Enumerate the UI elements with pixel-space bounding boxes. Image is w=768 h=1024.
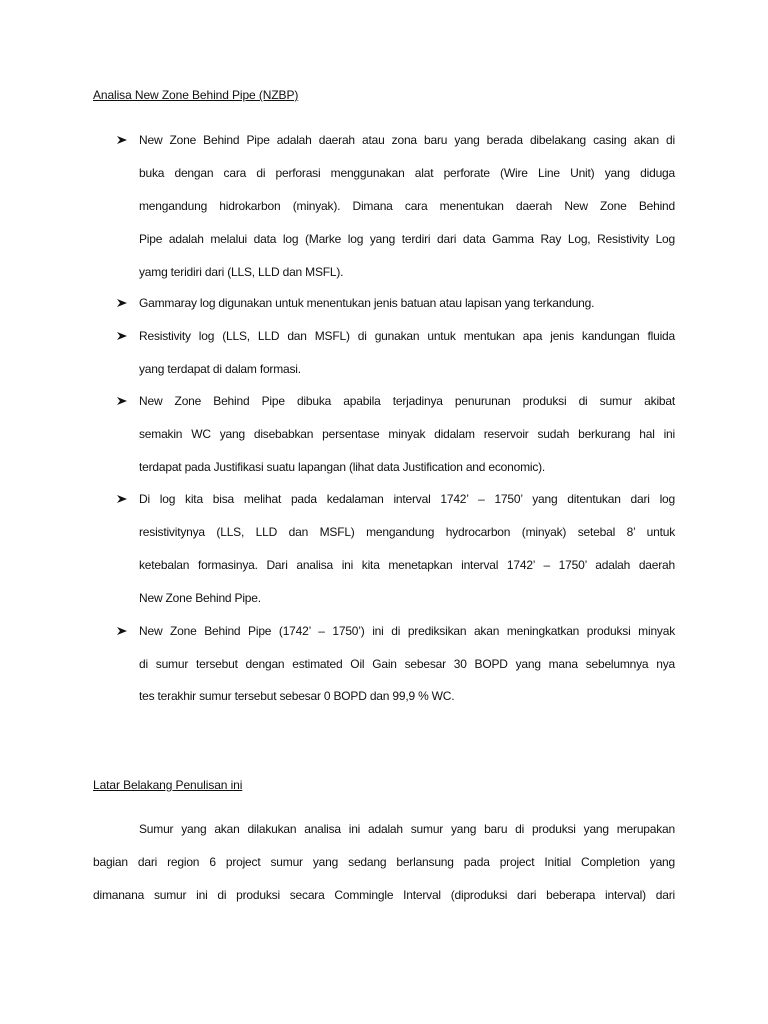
bullet-3-line-1: Resistivity log (LLS, LLD dan MSFL) di gunakan untuk mentukan apa jenis kandungan fluida <box>139 329 675 343</box>
paragraph-line-3: dimanana sumur ini di produksi secara Commingle Interval (diproduksi dari beberapa interval) dari <box>93 888 675 902</box>
bullet-5-line-2: resistivitynya (LLS, LLD dan MSFL) mengandung hydrocarbon (minyak) setebal 8’ untuk <box>139 525 675 539</box>
arrow-bullet-icon <box>115 133 129 147</box>
bullet-5-line-3: ketebalan formasinya. Dari analisa ini kita menetapkan interval 1742’ – 1750’ adalah daerah <box>139 558 675 572</box>
bullet-6-line-3: tes terakhir sumur tersebut sebesar 0 BOPD dan 99,9 % WC. <box>139 689 455 703</box>
bullet-4-line-3: terdapat pada Justifikasi suatu lapangan (lihat data Justification and economic). <box>139 460 546 474</box>
arrow-bullet-icon <box>115 394 129 408</box>
bullet-1-line-1: New Zone Behind Pipe adalah daerah atau zona baru yang berada dibelakang casing akan di <box>139 133 675 147</box>
bullet-1-line-4: Pipe adalah melalui data log (Marke log yang terdiri dari data Gamma Ray Log, Resistivity Log <box>139 232 675 246</box>
arrow-bullet-icon <box>115 624 129 638</box>
paragraph-line-2: bagian dari region 6 project sumur yang sedang berlansung pada project Initial Completion yang <box>93 855 675 869</box>
arrow-bullet-icon <box>115 329 129 343</box>
bullet-1-line-3: mengandung hidrokarbon (minyak). Dimana cara menentukan daerah New Zone Behind <box>139 199 675 213</box>
section-heading-latar-belakang: Latar Belakang Penulisan ini <box>93 778 243 792</box>
bullet-1-line-5: yamg teridiri dari (LLS, LLD dan MSFL). <box>139 265 344 279</box>
bullet-4-line-1: New Zone Behind Pipe dibuka apabila terjadinya penurunan produksi di sumur akibat <box>139 394 675 408</box>
bullet-6-line-2: di sumur tersebut dengan estimated Oil Gain sebesar 30 BOPD yang mana sebelumnya nya <box>139 657 675 671</box>
paragraph-line-1: Sumur yang akan dilakukan analisa ini adalah sumur yang baru di produksi yang merupakan <box>139 822 675 836</box>
bullet-5-line-1: Di log kita bisa melihat pada kedalaman interval 1742’ – 1750’ yang ditentukan dari log <box>139 492 675 506</box>
bullet-5-line-4: New Zone Behind Pipe. <box>139 591 261 605</box>
bullet-3-line-2: yang terdapat di dalam formasi. <box>139 362 301 376</box>
bullet-1-line-2: buka dengan cara di perforasi menggunakan alat perforate (Wire Line Unit) yang diduga <box>139 166 675 180</box>
bullet-6-line-1: New Zone Behind Pipe (1742’ – 1750’) ini di prediksikan akan meningkatkan produksi minyak <box>139 624 675 638</box>
arrow-bullet-icon <box>115 492 129 506</box>
section-heading-nzbp: Analisa New Zone Behind Pipe (NZBP) <box>93 88 299 102</box>
bullet-2-line-1: Gammaray log digunakan untuk menentukan jenis batuan atau lapisan yang terkandung. <box>139 296 595 310</box>
arrow-bullet-icon <box>115 296 129 310</box>
bullet-4-line-2: semakin WC yang disebabkan persentase minyak didalam reservoir sudah berkurang hal ini <box>139 427 675 441</box>
